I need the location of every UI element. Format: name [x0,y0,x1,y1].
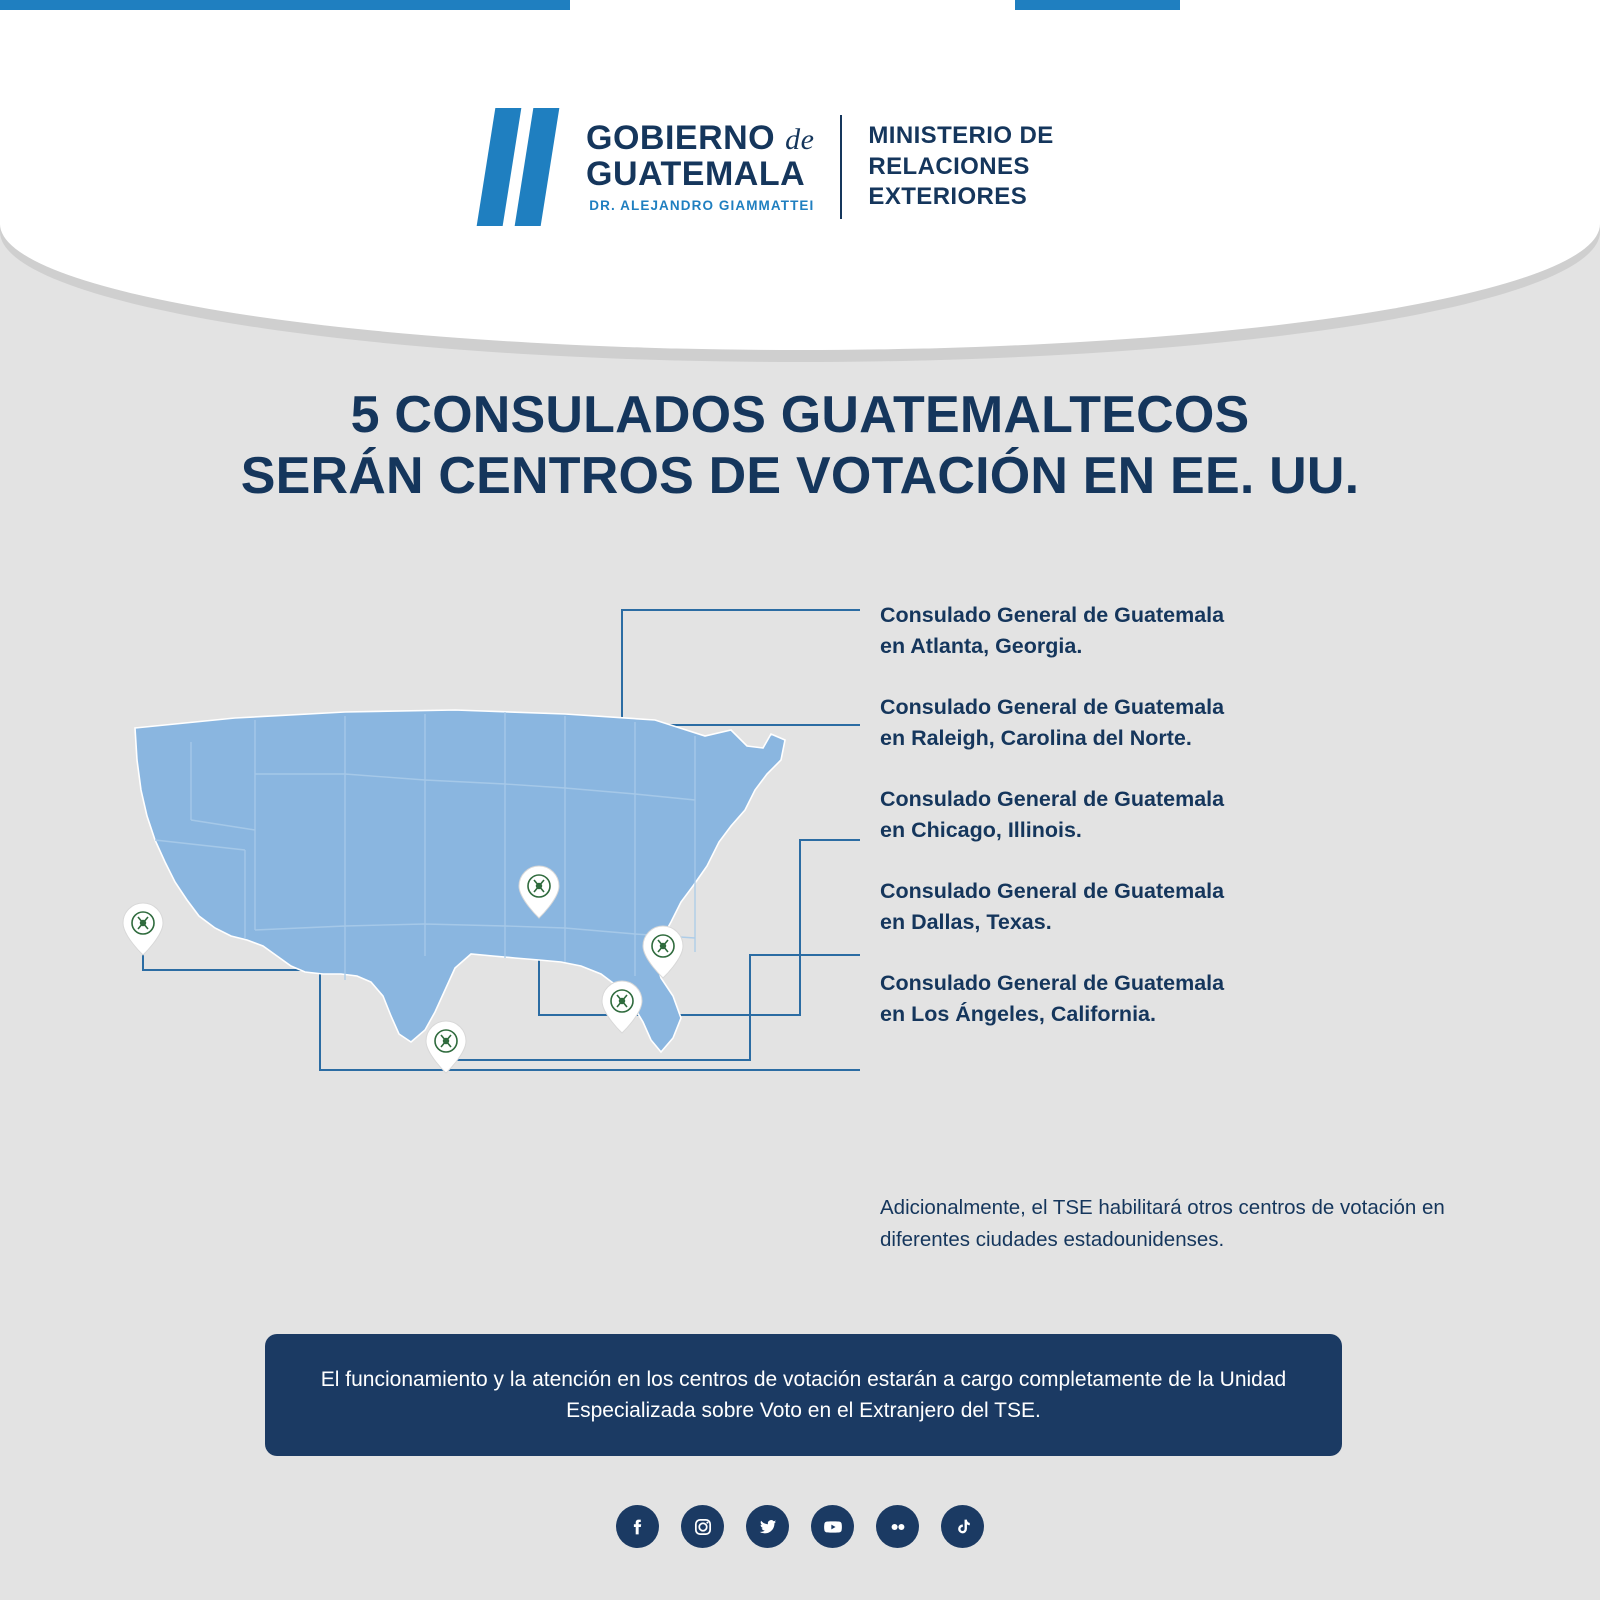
brand-president: DR. ALEJANDRO GIAMMATTEI [589,197,815,213]
list-item [880,876,1480,937]
consulate-line-2: en Los Ángeles, California. [880,1001,1156,1026]
footer-banner [265,1334,1342,1456]
guatemala-flag-bars-icon [486,108,562,226]
footer-banner-text: El funcionamiento y la atención en los centros de votación estarán a cargo completamente de la Unidad Especializada sobre Voto en el Extranjero del TSE. [320,1367,1287,1422]
brand-de: de [785,123,815,157]
page-title-line-2: SERÁN CENTROS DE VOTACIÓN EN EE. UU. [240,447,1360,506]
brand-gobierno: GOBIERNO [586,119,776,158]
brand-guatemala: GUATEMALA [586,155,806,193]
list-item [880,968,1480,1029]
consulate-line-2: en Dallas, Texas. [880,909,1052,934]
tiktok-icon[interactable] [941,1505,984,1548]
twitter-icon[interactable] [746,1505,789,1548]
instagram-icon[interactable] [681,1505,724,1548]
consulate-line-1: Consulado General de Guatemala [880,787,1225,812]
top-stripe-gap-left [570,0,1015,10]
consulate-line-2: en Chicago, Illinois. [880,817,1082,842]
social-links [0,1505,1600,1548]
consulate-line-1: Consulado General de Guatemala [880,695,1225,720]
ministry-line-1: MINISTERIO DE [868,121,1054,149]
usa-map [95,690,835,1110]
flickr-icon[interactable] [876,1505,919,1548]
consulate-list [880,600,1480,1060]
top-stripe-gap-right [1180,0,1600,10]
brand-divider [840,115,842,219]
ministry-name [868,121,1053,213]
top-accent-stripe [0,0,1600,10]
consulate-line-1: Consulado General de Guatemala [880,879,1225,904]
map-marker-dallas[interactable] [426,1021,466,1073]
consulate-line-1: Consulado General de Guatemala [880,603,1225,627]
facebook-icon[interactable] [616,1505,659,1548]
list-item [880,692,1480,753]
ministry-line-3: EXTERIORES [868,183,1028,211]
brand-text [586,121,814,212]
brand-logo [486,108,1054,226]
ministry-line-2: RELACIONES [868,152,1030,180]
list-item [880,600,1480,661]
consulate-line-1: Consulado General de Guatemala [880,971,1225,996]
youtube-icon[interactable] [811,1505,854,1548]
brand-line-1 [586,121,814,157]
map-marker-atlanta[interactable] [602,981,642,1033]
consulate-line-2: en Atlanta, Georgia. [880,633,1083,658]
list-item [880,784,1480,845]
additional-note: Adicionalmente, el TSE habilitará otros centros de votación en diferentes ciudades estadounidenses. [880,1196,1445,1251]
logo-bar-2 [515,108,560,226]
page-title [0,385,1600,508]
page-title-line-1: 5 CONSULADOS GUATEMALTECOS [350,386,1250,444]
map-country-shape [135,710,785,1052]
consulate-line-2: en Raleigh, Carolina del Norte. [880,725,1192,750]
map-marker-los-angeles[interactable] [123,903,163,955]
